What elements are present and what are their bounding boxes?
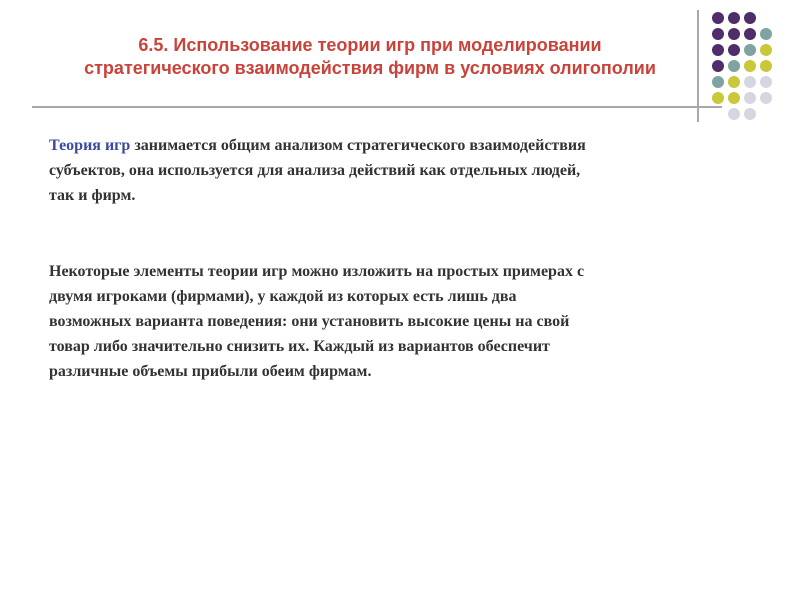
decorative-dot bbox=[744, 28, 756, 40]
decorative-dot bbox=[728, 92, 740, 104]
decorative-dot bbox=[728, 28, 740, 40]
decorative-dot bbox=[712, 12, 724, 24]
paragraph2-line-5: различные объемы прибыли обеим фирмам. bbox=[49, 363, 372, 380]
horizontal-divider-line bbox=[32, 106, 722, 108]
paragraph1-line-2: субъектов, она используется для анализа действий как отдельных людей, bbox=[49, 162, 581, 179]
paragraph1-line-1-text: занимается общим анализом стратегического взаимодействия bbox=[130, 137, 586, 154]
decorative-dot bbox=[728, 108, 740, 120]
decorative-dot bbox=[760, 44, 772, 56]
decorative-dot bbox=[712, 60, 724, 72]
decorative-dot bbox=[712, 44, 724, 56]
decorative-dot bbox=[760, 60, 772, 72]
decorative-dot bbox=[760, 28, 772, 40]
paragraph1-line-1 bbox=[49, 133, 729, 158]
slide-title-line-1: 6.5. Использование теории игр при моделировании bbox=[138, 35, 602, 55]
decorative-dot bbox=[728, 60, 740, 72]
paragraph2-line-2: двумя игроками (фирмами), у каждой из которых есть лишь два bbox=[49, 288, 517, 305]
decorative-dot bbox=[744, 44, 756, 56]
paragraph-game-theory bbox=[49, 133, 729, 208]
decorative-dot bbox=[728, 12, 740, 24]
decorative-dot bbox=[760, 76, 772, 88]
paragraph-examples bbox=[49, 259, 729, 384]
decorative-dot bbox=[744, 92, 756, 104]
decorative-dot bbox=[712, 76, 724, 88]
decorative-dot bbox=[712, 92, 724, 104]
decorative-dot bbox=[744, 12, 756, 24]
decorative-dot bbox=[728, 44, 740, 56]
slide-title-line-2: стратегического взаимодействия фирм в условиях олигополии bbox=[84, 58, 656, 78]
decorative-dot bbox=[744, 60, 756, 72]
paragraph2-line-4: товар либо значительно снизить их. Каждый из вариантов обеспечит bbox=[49, 338, 550, 355]
term-highlight: Теория игр bbox=[49, 137, 131, 154]
decorative-dot bbox=[744, 76, 756, 88]
decorative-dot bbox=[728, 76, 740, 88]
decorative-dot bbox=[760, 92, 772, 104]
paragraph2-line-1: Некоторые элементы теории игр можно изложить на простых примерах с bbox=[49, 263, 585, 280]
decorative-dot bbox=[712, 28, 724, 40]
decorative-dot bbox=[744, 108, 756, 120]
slide-title bbox=[40, 34, 700, 80]
paragraph1-line-3: так и фирм. bbox=[49, 187, 136, 204]
paragraph2-line-3: возможных варианта поведения: они установить высокие цены на свой bbox=[49, 313, 570, 330]
